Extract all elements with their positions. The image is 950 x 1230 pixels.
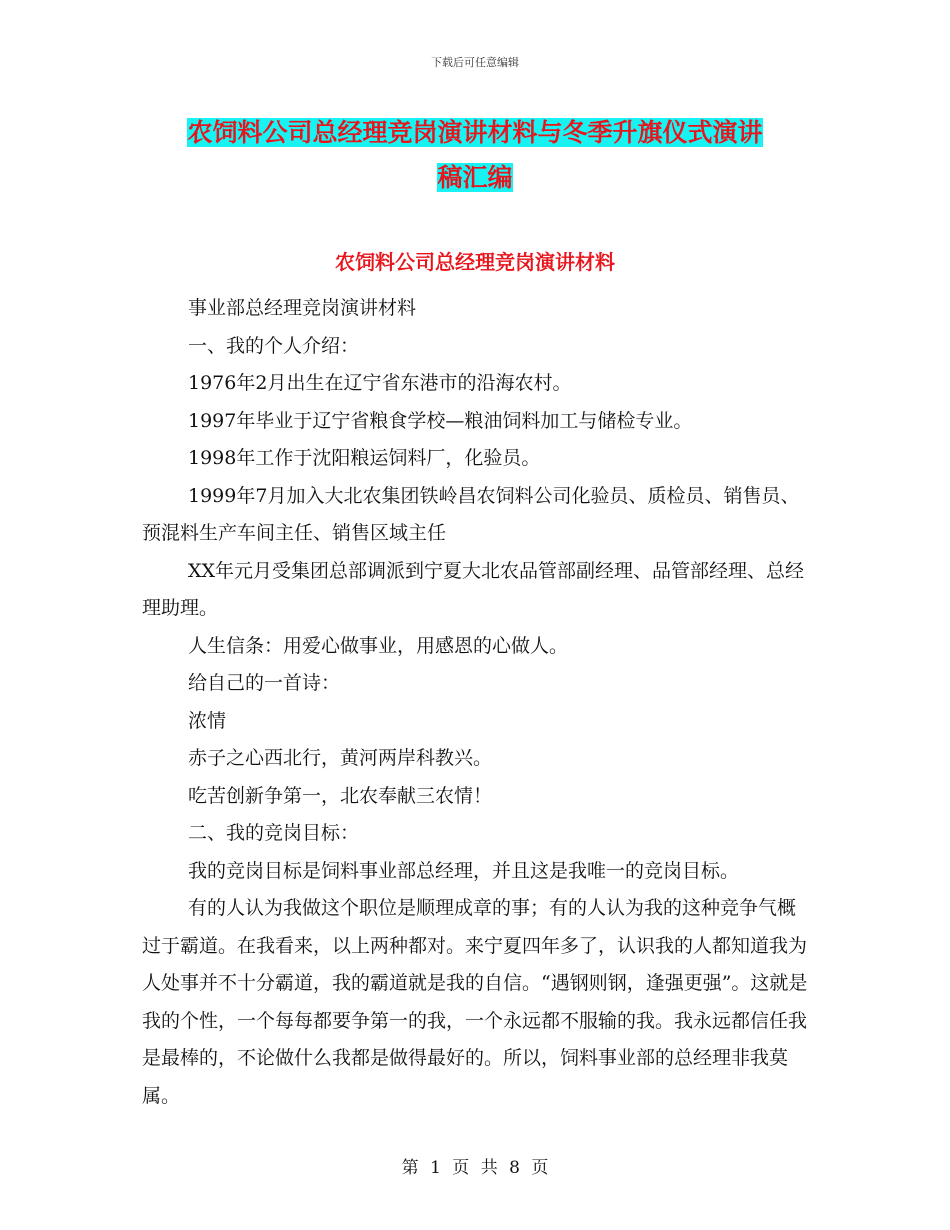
paragraph: 1999年7月加入大北农集团铁岭昌农饲料公司化验员、质检员、销售员、预混料生产车间主任、销售区域主任: [142, 484, 800, 544]
paragraph: 一、我的个人介绍：: [188, 334, 360, 357]
paragraph: 1976年2月出生在辽宁省东港市的沿海农村。: [188, 372, 572, 394]
paragraph: 浓情: [188, 709, 227, 732]
paragraph: 给自己的一首诗：: [188, 672, 341, 694]
section-title: 农饲料公司总经理竞岗演讲材料: [335, 250, 615, 274]
page-footer: 第 1 页 共 8 页: [401, 1158, 549, 1178]
document-title: [140, 110, 810, 200]
paragraph: 有的人认为我做这个职位是顺理成章的事；有的人认为我的这种竞争气概过于霸道。在我看来，以上两种都对。来宁夏四年多了，认识我的人都知道我为人处事并不十分霸道，我的霸道就是我的自信。“遇钢则钢，逢强更强”。这就是我的个性，一个每每都要争第一的我，一个永远都不服输的我。我永远都信任我是最棒的，不论做什么我都是做得最好的。所以，饲料事业部的总经理非我莫属。: [142, 897, 808, 1107]
paragraph: 1997年毕业于辽宁省粮食学校—粮油饲料加工与储检专业。: [188, 409, 693, 432]
document-title-line-1: 农饲料公司总经理竞岗演讲材料与冬季升旗仪式演讲: [187, 118, 763, 147]
paragraph: 我的竞岗目标是饲料事业部总经理，并且这是我唯一的竞岗目标。: [188, 859, 740, 882]
paragraph: 吃苦创新争第一，北农奉献三农情！: [188, 784, 493, 807]
paragraph: 人生信条：用爱心做事业，用感恩的心做人。: [188, 634, 569, 657]
paragraph: 二、我的竞岗目标：: [188, 822, 360, 844]
paragraph: 事业部总经理竞岗演讲材料: [188, 297, 417, 319]
document-body: [142, 290, 812, 1115]
paragraph: 1998年工作于沈阳粮运饲料厂，化验员。: [188, 447, 541, 469]
paragraph: XX年元月受集团总部调派到宁夏大北农品管部副经理、品管部经理、总经理助理。: [142, 559, 805, 619]
paragraph: 赤子之心西北行，黄河两岸科教兴。: [188, 747, 493, 769]
header-note: 下载后可任意编辑: [431, 56, 519, 69]
document-title-line-2: 稿汇编: [437, 163, 513, 192]
